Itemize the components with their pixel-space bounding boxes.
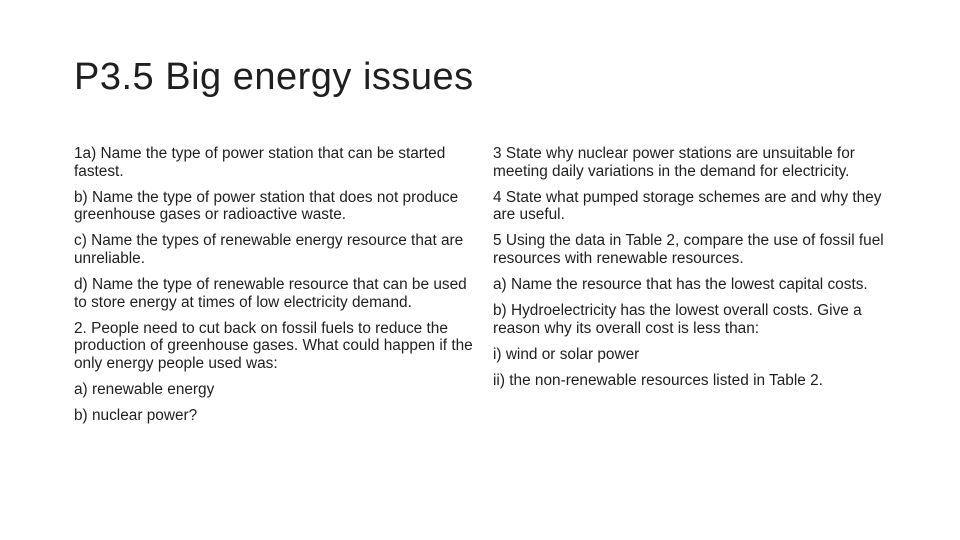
left-column <box>74 145 474 433</box>
question-5b: b) Hydroelectricity has the lowest overall costs. Give a reason why its overall cost is less than: <box>493 302 862 337</box>
question-5b-i: i) wind or solar power <box>493 345 640 363</box>
question-1d: d) Name the type of renewable resource that can be used to store energy at times of low electricity demand. <box>74 276 467 311</box>
question-5b-ii: ii) the non-renewable resources listed in Table 2. <box>493 371 823 389</box>
slide-title: P3.5 Big energy issues <box>74 56 474 98</box>
question-5a: a) Name the resource that has the lowest capital costs. <box>493 276 868 294</box>
question-2: 2. People need to cut back on fossil fuels to reduce the production of greenhouse gases. What could happen if the only energy people used was: <box>74 319 473 372</box>
right-column <box>493 145 893 398</box>
question-5: 5 Using the data in Table 2, compare the use of fossil fuel resources with renewable resources. <box>493 232 884 267</box>
question-4: 4 State what pumped storage schemes are and why they are useful. <box>493 188 882 224</box>
question-1b: b) Name the type of power station that does not produce greenhouse gases or radioactive waste. <box>74 188 459 224</box>
question-3: 3 State why nuclear power stations are unsuitable for meeting daily variations in the demand for electricity. <box>493 145 855 180</box>
question-1a: 1a) Name the type of power station that can be started fastest. <box>74 145 446 180</box>
question-2a: a) renewable energy <box>74 381 215 399</box>
question-2b: b) nuclear power? <box>74 407 198 425</box>
question-1c: c) Name the types of renewable energy resource that are unreliable. <box>74 232 464 267</box>
